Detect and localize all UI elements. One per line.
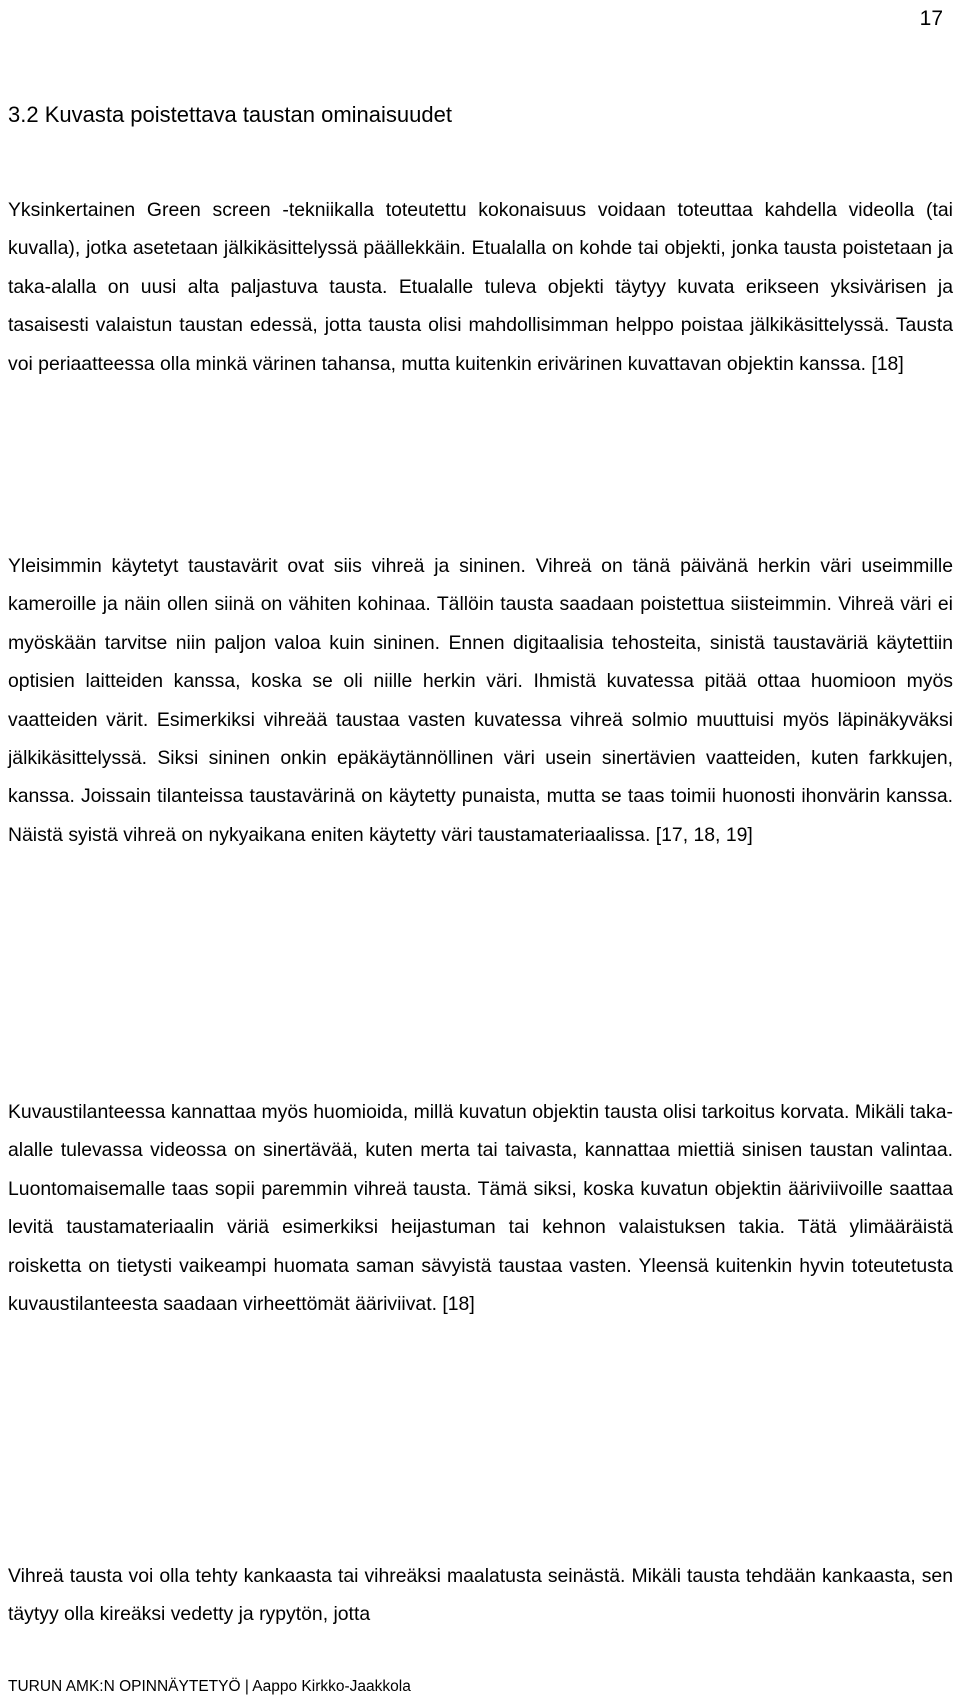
section-heading: 3.2 Kuvasta poistettava taustan ominaisuudet	[8, 102, 452, 127]
body-paragraph-3: Kuvaustilanteessa kannattaa myös huomioida, millä kuvatun objektin tausta olisi tarkoitus korvata. Mikäli taka-alalle tulevassa videossa on sinertävää, kuten merta tai taivasta, kannattaa miettiä sinisen taustan valintaa. Luontomaisemalle taas sopii paremmin vihreä tausta. Tämä siksi, koska kuvatun objektin ääriviivoille saattaa levitä taustamateriaalin väriä esimerkiksi heijastuman tai kehnon valaistuksen takia. Tätä ylimääräistä roisketta on tietysti vaikeampi huomata saman sävyistä taustaa vasten. Yleensä kuitenkin hyvin toteutetusta kuvaustilanteesta saadaan virheettömät ääriviivat. [18]	[8, 1101, 953, 1316]
body-paragraph-2: Yleisimmin käytetyt taustavärit ovat siis vihreä ja sininen. Vihreä on tänä päivänä herkin väri useimmille kameroille ja näin ollen siinä on vähiten kohinaa. Tällöin tausta saadaan poistettua siisteimmin. Vihreä väri ei myöskään tarvitse niin paljon valoa kuin sininen. Ennen digitaalisia tehosteita, sinistä taustaväriä käytettiin optisien laitteiden kanssa, koska se oli niille herkin väri. Ihmistä kuvatessa pitää ottaa huomioon myös vaatteiden värit. Esimerkiksi vihreää taustaa vasten kuvatessa vihreä solmio muuttuisi myös läpinäkyväksi jälkikäsittelyssä. Siksi sininen onkin epäkäytännöllinen väri usein sinertävien vaatteiden, kuten farkkujen, kanssa. Joissain tilanteissa taustavärinä on käytetty punaista, mutta se taas toimii huonosti ihonvärin kanssa. Näistä syistä vihreä on nykyaikana eniten käytetty väri taustamateriaalissa. [17, 18, 19]	[8, 555, 953, 846]
body-paragraph-4: Vihreä tausta voi olla tehty kankaasta tai vihreäksi maalatusta seinästä. Mikäli tausta tehdään kankaasta, sen täytyy olla kireäksi vedetty ja rypytön, jotta	[8, 1565, 953, 1626]
page-number: 17	[919, 7, 943, 30]
body-paragraph-1: Yksinkertainen Green screen -tekniikalla toteutettu kokonaisuus voidaan toteuttaa kahdella videolla (tai kuvalla), jotka asetetaan jälkikäsittelyssä päällekkäin. Etualalla on kohde tai objekti, jonka tausta poistetaan ja taka-alalla on uusi alta paljastuva tausta. Etualalle tuleva objekti täytyy kuvata erikseen yksivärisen ja tasaisesti valaistun taustan edessä, jotta tausta olisi mahdollisimman helppo poistaa jälkikäsittelyssä. Tausta voi periaatteessa olla minkä värinen tahansa, mutta kuitenkin erivärinen kuvattavan objektin kanssa. [18]	[8, 199, 953, 375]
page-footer: TURUN AMK:N OPINNÄYTETYÖ | Aappo Kirkko-Jaakkola	[8, 1678, 411, 1695]
